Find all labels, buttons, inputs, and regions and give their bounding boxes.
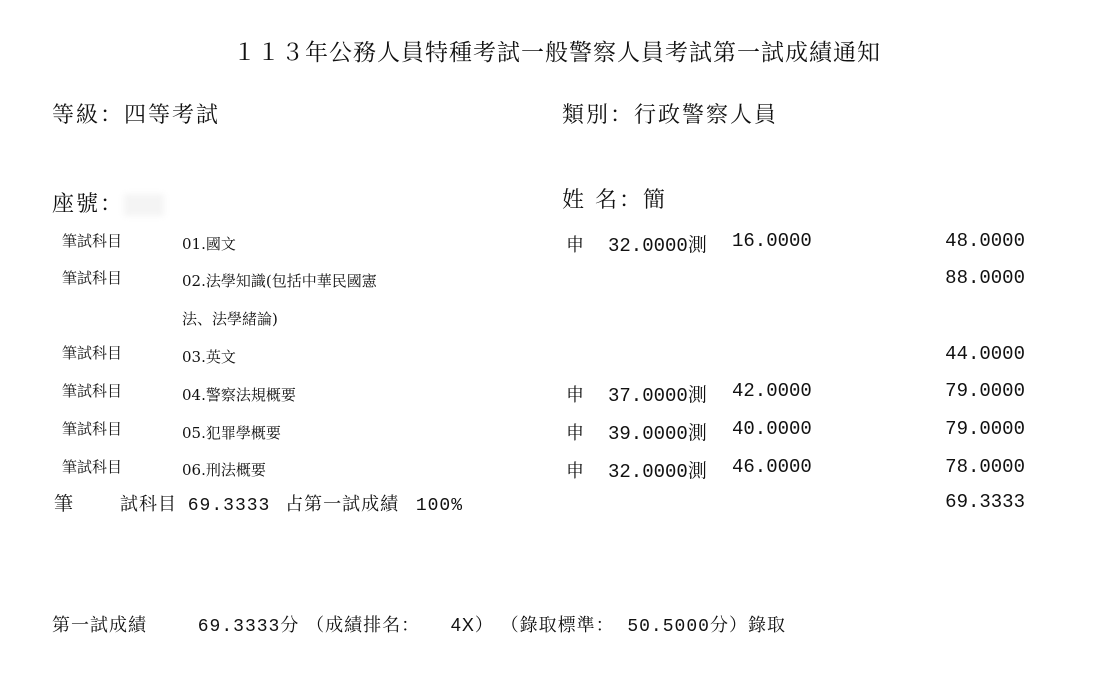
rank-text: （成績排名： bbox=[306, 615, 421, 636]
shen-mark: 申 bbox=[566, 461, 584, 482]
result-score: 69.3333 bbox=[197, 617, 281, 637]
measure-mark: 測 bbox=[687, 460, 707, 482]
subject-name-line2: 法、法學緒論) bbox=[182, 310, 278, 328]
test-score: 42.0000 bbox=[732, 380, 812, 402]
rank-value: 4X bbox=[450, 615, 475, 635]
subject-name: 01.國文 bbox=[182, 235, 236, 253]
result-unit: 分 bbox=[280, 615, 300, 636]
measure-mark: 測 bbox=[687, 384, 707, 406]
summary-total: 69.3333 bbox=[945, 491, 1025, 513]
subject-label: 筆試科目 bbox=[62, 344, 123, 362]
subject-total: 79.0000 bbox=[945, 380, 1025, 402]
subject-label: 筆試科目 bbox=[62, 269, 123, 287]
summary-prefix: 筆 bbox=[54, 493, 74, 515]
summary-percent: 100% bbox=[415, 496, 464, 516]
subject-label: 筆試科目 bbox=[62, 420, 123, 438]
standard-text: （錄取標準： bbox=[500, 615, 615, 636]
result-label: 第一試成績 bbox=[52, 615, 147, 636]
name-field bbox=[562, 183, 667, 214]
standard-unit: 分） bbox=[709, 615, 748, 636]
subject-label: 筆試科目 bbox=[62, 382, 123, 400]
document-title: １１３年公務人員特種考試一般警察人員考試第一試成績通知 bbox=[233, 40, 881, 66]
subject-total: 88.0000 bbox=[945, 267, 1025, 289]
subject-total: 48.0000 bbox=[945, 230, 1025, 252]
rank-close: ） bbox=[474, 615, 494, 636]
category-value: 行政警察人員 bbox=[634, 103, 779, 128]
name-label: 姓 名： bbox=[562, 188, 643, 213]
level-field bbox=[52, 98, 220, 129]
redacted-seat-number bbox=[124, 194, 164, 216]
seat-label: 座號： bbox=[52, 192, 125, 217]
level-label: 等級： bbox=[52, 103, 125, 128]
subject-total: 78.0000 bbox=[945, 456, 1025, 478]
summary-average: 69.3333 bbox=[187, 496, 271, 516]
test-score: 16.0000 bbox=[732, 230, 812, 252]
subject-total: 44.0000 bbox=[945, 343, 1025, 365]
subject-name: 05.犯罪學概要 bbox=[182, 424, 281, 442]
test-score: 46.0000 bbox=[732, 456, 812, 478]
measure-mark: 測 bbox=[687, 234, 707, 256]
summary-share-text: 占第一試成績 bbox=[285, 494, 400, 515]
subject-label: 筆試科目 bbox=[62, 458, 123, 476]
level-value: 四等考試 bbox=[124, 103, 221, 128]
seat-field bbox=[52, 187, 164, 218]
subject-name: 06.刑法概要 bbox=[182, 461, 266, 479]
essay-score: 32.0000 bbox=[608, 461, 688, 483]
summary-label: 試科目 bbox=[120, 494, 177, 515]
category-field bbox=[562, 98, 778, 129]
standard-value: 50.5000 bbox=[627, 617, 710, 637]
subject-name-line1: 02.法學知識(包括中華民國憲 bbox=[182, 272, 377, 290]
subject-label: 筆試科目 bbox=[62, 232, 123, 250]
subject-name: 03.英文 bbox=[182, 348, 236, 366]
shen-mark: 申 bbox=[566, 385, 584, 406]
result-line bbox=[52, 611, 786, 637]
measure-mark: 測 bbox=[687, 422, 707, 444]
essay-score: 39.0000 bbox=[608, 423, 688, 445]
category-label: 類別： bbox=[562, 103, 635, 128]
name-value: 簡 bbox=[643, 188, 668, 213]
subject-name: 04.警察法規概要 bbox=[182, 386, 296, 404]
test-score: 40.0000 bbox=[732, 418, 812, 440]
essay-score: 37.0000 bbox=[608, 385, 688, 407]
subject-total: 79.0000 bbox=[945, 418, 1025, 440]
shen-mark: 申 bbox=[566, 235, 584, 256]
essay-score: 32.0000 bbox=[608, 235, 688, 257]
result-outcome: 錄取 bbox=[747, 615, 786, 636]
shen-mark: 申 bbox=[566, 423, 584, 444]
